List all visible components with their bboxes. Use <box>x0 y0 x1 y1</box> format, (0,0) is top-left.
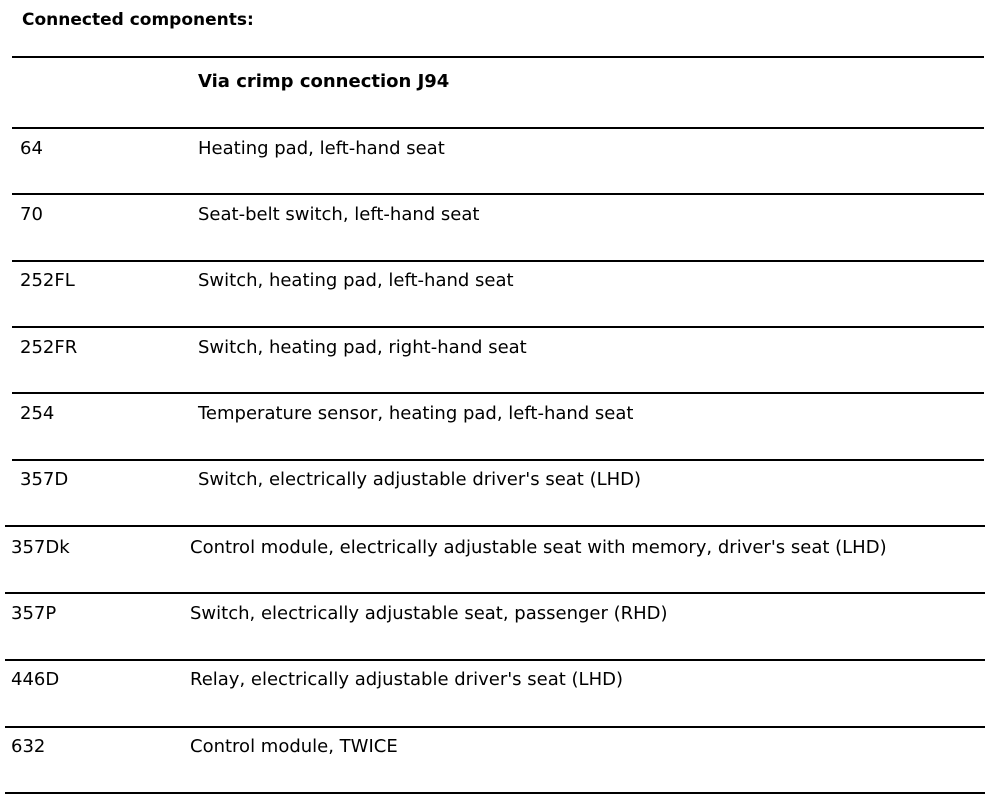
component-code: 252FR <box>20 337 78 358</box>
component-description: Relay, electrically adjustable driver's seat (LHD) <box>190 669 623 690</box>
component-code: 446D <box>11 669 60 690</box>
component-code: 357D <box>20 469 69 490</box>
section-heading: Connected components: <box>22 10 254 30</box>
table-rule <box>5 792 985 794</box>
component-code: 70 <box>20 204 43 225</box>
group-label: Via crimp connection J94 <box>198 71 450 92</box>
table-rule <box>12 127 984 129</box>
component-description: Control module, electrically adjustable seat with memory, driver's seat (LHD) <box>190 537 887 558</box>
table-rule <box>12 459 984 461</box>
component-description: Temperature sensor, heating pad, left-hand seat <box>198 403 634 424</box>
component-description: Heating pad, left-hand seat <box>198 138 445 159</box>
table-rule <box>12 326 984 328</box>
component-code: 254 <box>20 403 55 424</box>
component-code: 252FL <box>20 270 75 291</box>
component-description: Switch, heating pad, right-hand seat <box>198 337 527 358</box>
component-description: Control module, TWICE <box>190 736 398 757</box>
table-rule <box>5 726 985 728</box>
component-description: Switch, electrically adjustable seat, passenger (RHD) <box>190 603 668 624</box>
table-rule <box>12 193 984 195</box>
component-description: Switch, heating pad, left-hand seat <box>198 270 514 291</box>
component-description: Seat-belt switch, left-hand seat <box>198 204 480 225</box>
table-rule <box>5 525 985 527</box>
table-rule <box>5 592 985 594</box>
table-rule <box>12 260 984 262</box>
component-code: 632 <box>11 736 46 757</box>
component-code: 357P <box>11 603 57 624</box>
table-rule <box>5 659 985 661</box>
component-description: Switch, electrically adjustable driver's seat (LHD) <box>198 469 642 490</box>
component-code: 357Dk <box>11 537 70 558</box>
table-rule <box>12 392 984 394</box>
component-code: 64 <box>20 138 43 159</box>
table-rule <box>12 56 984 58</box>
